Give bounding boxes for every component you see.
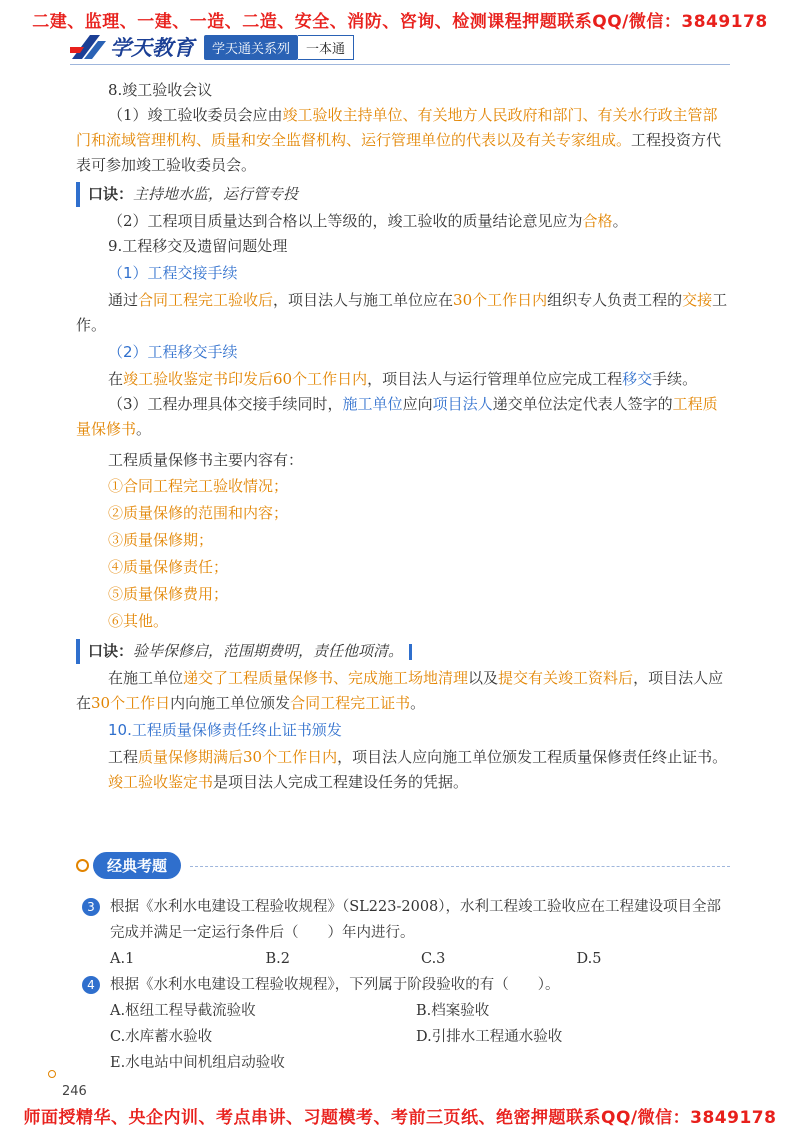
text-run: 工作。 (76, 291, 728, 334)
text-run: （1）竣工验收委员会应由 (108, 106, 283, 124)
section-9-sub-2: （2）工程移交手续 (108, 343, 238, 361)
section-9-paragraph-3 (76, 392, 728, 442)
text-run: ，项目法人应在 (76, 669, 724, 712)
option: D.5 (576, 951, 602, 967)
highlight-run: 30个工作日 (91, 694, 171, 712)
exam-section-header (76, 852, 181, 879)
guarantee-list-item: ③质量保修期； (108, 531, 214, 549)
highlight-run: 工程质量保修书 (76, 395, 718, 438)
text-run: 。 (410, 694, 426, 712)
text-run: 工程 (108, 748, 139, 766)
section-9-sub-1: （1）工程交接手续 (108, 264, 238, 282)
highlight-run: 提交有关竣工资料后 (498, 669, 634, 687)
highlight-run: 竣工验收鉴定书 (108, 773, 214, 791)
main-content (76, 78, 728, 795)
question-3 (82, 894, 732, 946)
highlight-run: 移交 (622, 370, 653, 388)
text-run: ，项目法人应向施工单位颁发工程质量保修责任终止证书。 (337, 748, 728, 766)
question-4-options (82, 998, 732, 1024)
text-run: 递交单位法定代表人签字的 (492, 395, 673, 413)
highlight-run: 质量保修期满后30个工作日内 (138, 748, 338, 766)
highlight-run: 30个工作日内 (453, 291, 548, 309)
text-run: ，项目法人与施工单位应在 (273, 291, 454, 309)
guarantee-list-item: ⑥其他。 (108, 612, 169, 630)
option: C.3 (421, 951, 446, 967)
guarantee-list-item: ②质量保修的范围和内容； (108, 504, 289, 522)
exam-divider (190, 866, 730, 868)
text-run: 手续。 (652, 370, 698, 388)
option: A.1 (110, 951, 135, 967)
section-8-title: 8.竣工验收会议 (108, 81, 213, 99)
text-run: 以及 (468, 669, 499, 687)
highlight-run: 交接 (682, 291, 713, 309)
question-4 (82, 972, 732, 998)
option: A.枢纽工程导截流验收 (110, 1003, 256, 1019)
mnemonic-label: 口诀： (88, 642, 134, 660)
text-run: 应向 (402, 395, 433, 413)
series-subtitle: 一本通 (298, 35, 354, 60)
mnemonic-box (76, 182, 728, 207)
highlight-run: 合同工程完工证书 (290, 694, 411, 712)
option: B.档案验收 (416, 1003, 490, 1019)
option: B.2 (265, 951, 290, 967)
question-4-options (82, 1024, 732, 1050)
mnemonic-box (76, 639, 728, 664)
mnemonic-end-mark (409, 644, 412, 660)
header-divider (70, 64, 730, 65)
mnemonic-label: 口诀： (88, 185, 134, 203)
section-8-paragraph-2 (76, 209, 728, 234)
guarantee-list-item: ④质量保修责任； (108, 558, 229, 576)
highlight-run: 递交了工程质量保修书、完成施工场地清理 (183, 669, 469, 687)
text-run: 工程投资方代表可参加竣工验收委员会。 (76, 131, 722, 174)
text-run: 是项目法人完成工程建设任务的凭据。 (213, 773, 469, 791)
page-header (70, 30, 354, 64)
location-pin-icon (48, 1070, 56, 1078)
page-number: 246 (62, 1084, 87, 1099)
mnemonic-text: 主持地水监，运行管专投 (133, 185, 299, 203)
option: D.引排水工程通水验收 (416, 1029, 563, 1045)
text-run: 在施工单位 (108, 669, 184, 687)
text-run: （3）工程办理具体交接手续同时， (108, 395, 343, 413)
text-run: 通过 (108, 291, 139, 309)
exam-section-title: 经典考题 (93, 852, 181, 879)
text-run: ，项目法人与运行管理单位应完成工程 (367, 370, 623, 388)
text-run: 在 (108, 370, 124, 388)
highlight-run: 合同工程完工验收后 (138, 291, 274, 309)
highlight-run: 合格 (582, 212, 613, 230)
text-run: （2）工程项目质量达到合格以上等级的，竣工验收的质量结论意见应为 (108, 212, 583, 230)
question-text: 根据《水利水电建设工程验收规程》，下列属于阶段验收的有（ ）。 (110, 977, 560, 993)
guarantee-list-item: ①合同工程完工验收情况； (108, 477, 289, 495)
mnemonic-text: 验毕保修启，范围期费明，责任他项清。 (133, 642, 404, 660)
series-tag: 学天通关系列 (204, 35, 298, 60)
question-3-options (82, 946, 732, 972)
section-10-title: 10.工程质量保修责任终止证书颁发 (108, 721, 342, 739)
guarantee-list-intro: 工程质量保修书主要内容有： (108, 451, 304, 469)
guarantee-list-item: ⑤质量保修费用； (108, 585, 229, 603)
section-10-paragraph-2 (76, 770, 728, 795)
section-9-paragraph-4 (76, 666, 728, 716)
logo-icon (70, 33, 106, 61)
highlight-run: 施工单位 (342, 395, 403, 413)
question-text: 根据《水利水电建设工程验收规程》（SL223-2008），水利工程竣工验收应在工程建设项目全部完成并满足一定运行条件后（ ）年内进行。 (110, 899, 722, 941)
bullet-icon (76, 859, 89, 872)
option: C.水库蓄水验收 (110, 1029, 213, 1045)
option: E.水电站中间机组启动验收 (110, 1055, 285, 1071)
question-number-badge: 4 (82, 976, 100, 994)
text-run: 。 (612, 212, 628, 230)
text-run: 组织专人负责工程的 (547, 291, 683, 309)
section-9-title: 9.工程移交及遗留问题处理 (108, 237, 288, 255)
section-8-paragraph-1 (76, 103, 728, 178)
question-number-badge: 3 (82, 898, 100, 916)
exam-questions (82, 894, 732, 1076)
question-4-options (82, 1050, 732, 1076)
highlight-run: 竣工验收鉴定书印发后60个工作日内 (123, 370, 368, 388)
section-9-paragraph-1 (76, 288, 728, 338)
top-promo-banner: 二建、监理、一建、一造、二造、安全、消防、咨询、检测课程押题联系QQ/微信：3849178 (32, 12, 768, 32)
brand-name: 学天教育 (110, 36, 194, 60)
text-run: 。 (136, 420, 152, 438)
highlight-run: 项目法人 (432, 395, 493, 413)
bottom-promo-banner: 师面授精华、央企内训、考点串讲、习题模考、考前三页纸、绝密押题联系QQ/微信：3849178 (23, 1108, 777, 1128)
section-10-paragraph-1 (76, 745, 728, 770)
section-9-paragraph-2 (76, 367, 728, 392)
highlight-run: 竣工验收主持单位、有关地方人民政府和部门、有关水行政主管部门和流域管理机构、质量和安全监督机构、运行管理单位的代表以及有关专家组成。 (76, 106, 718, 149)
text-run: 内向施工单位颁发 (170, 694, 291, 712)
